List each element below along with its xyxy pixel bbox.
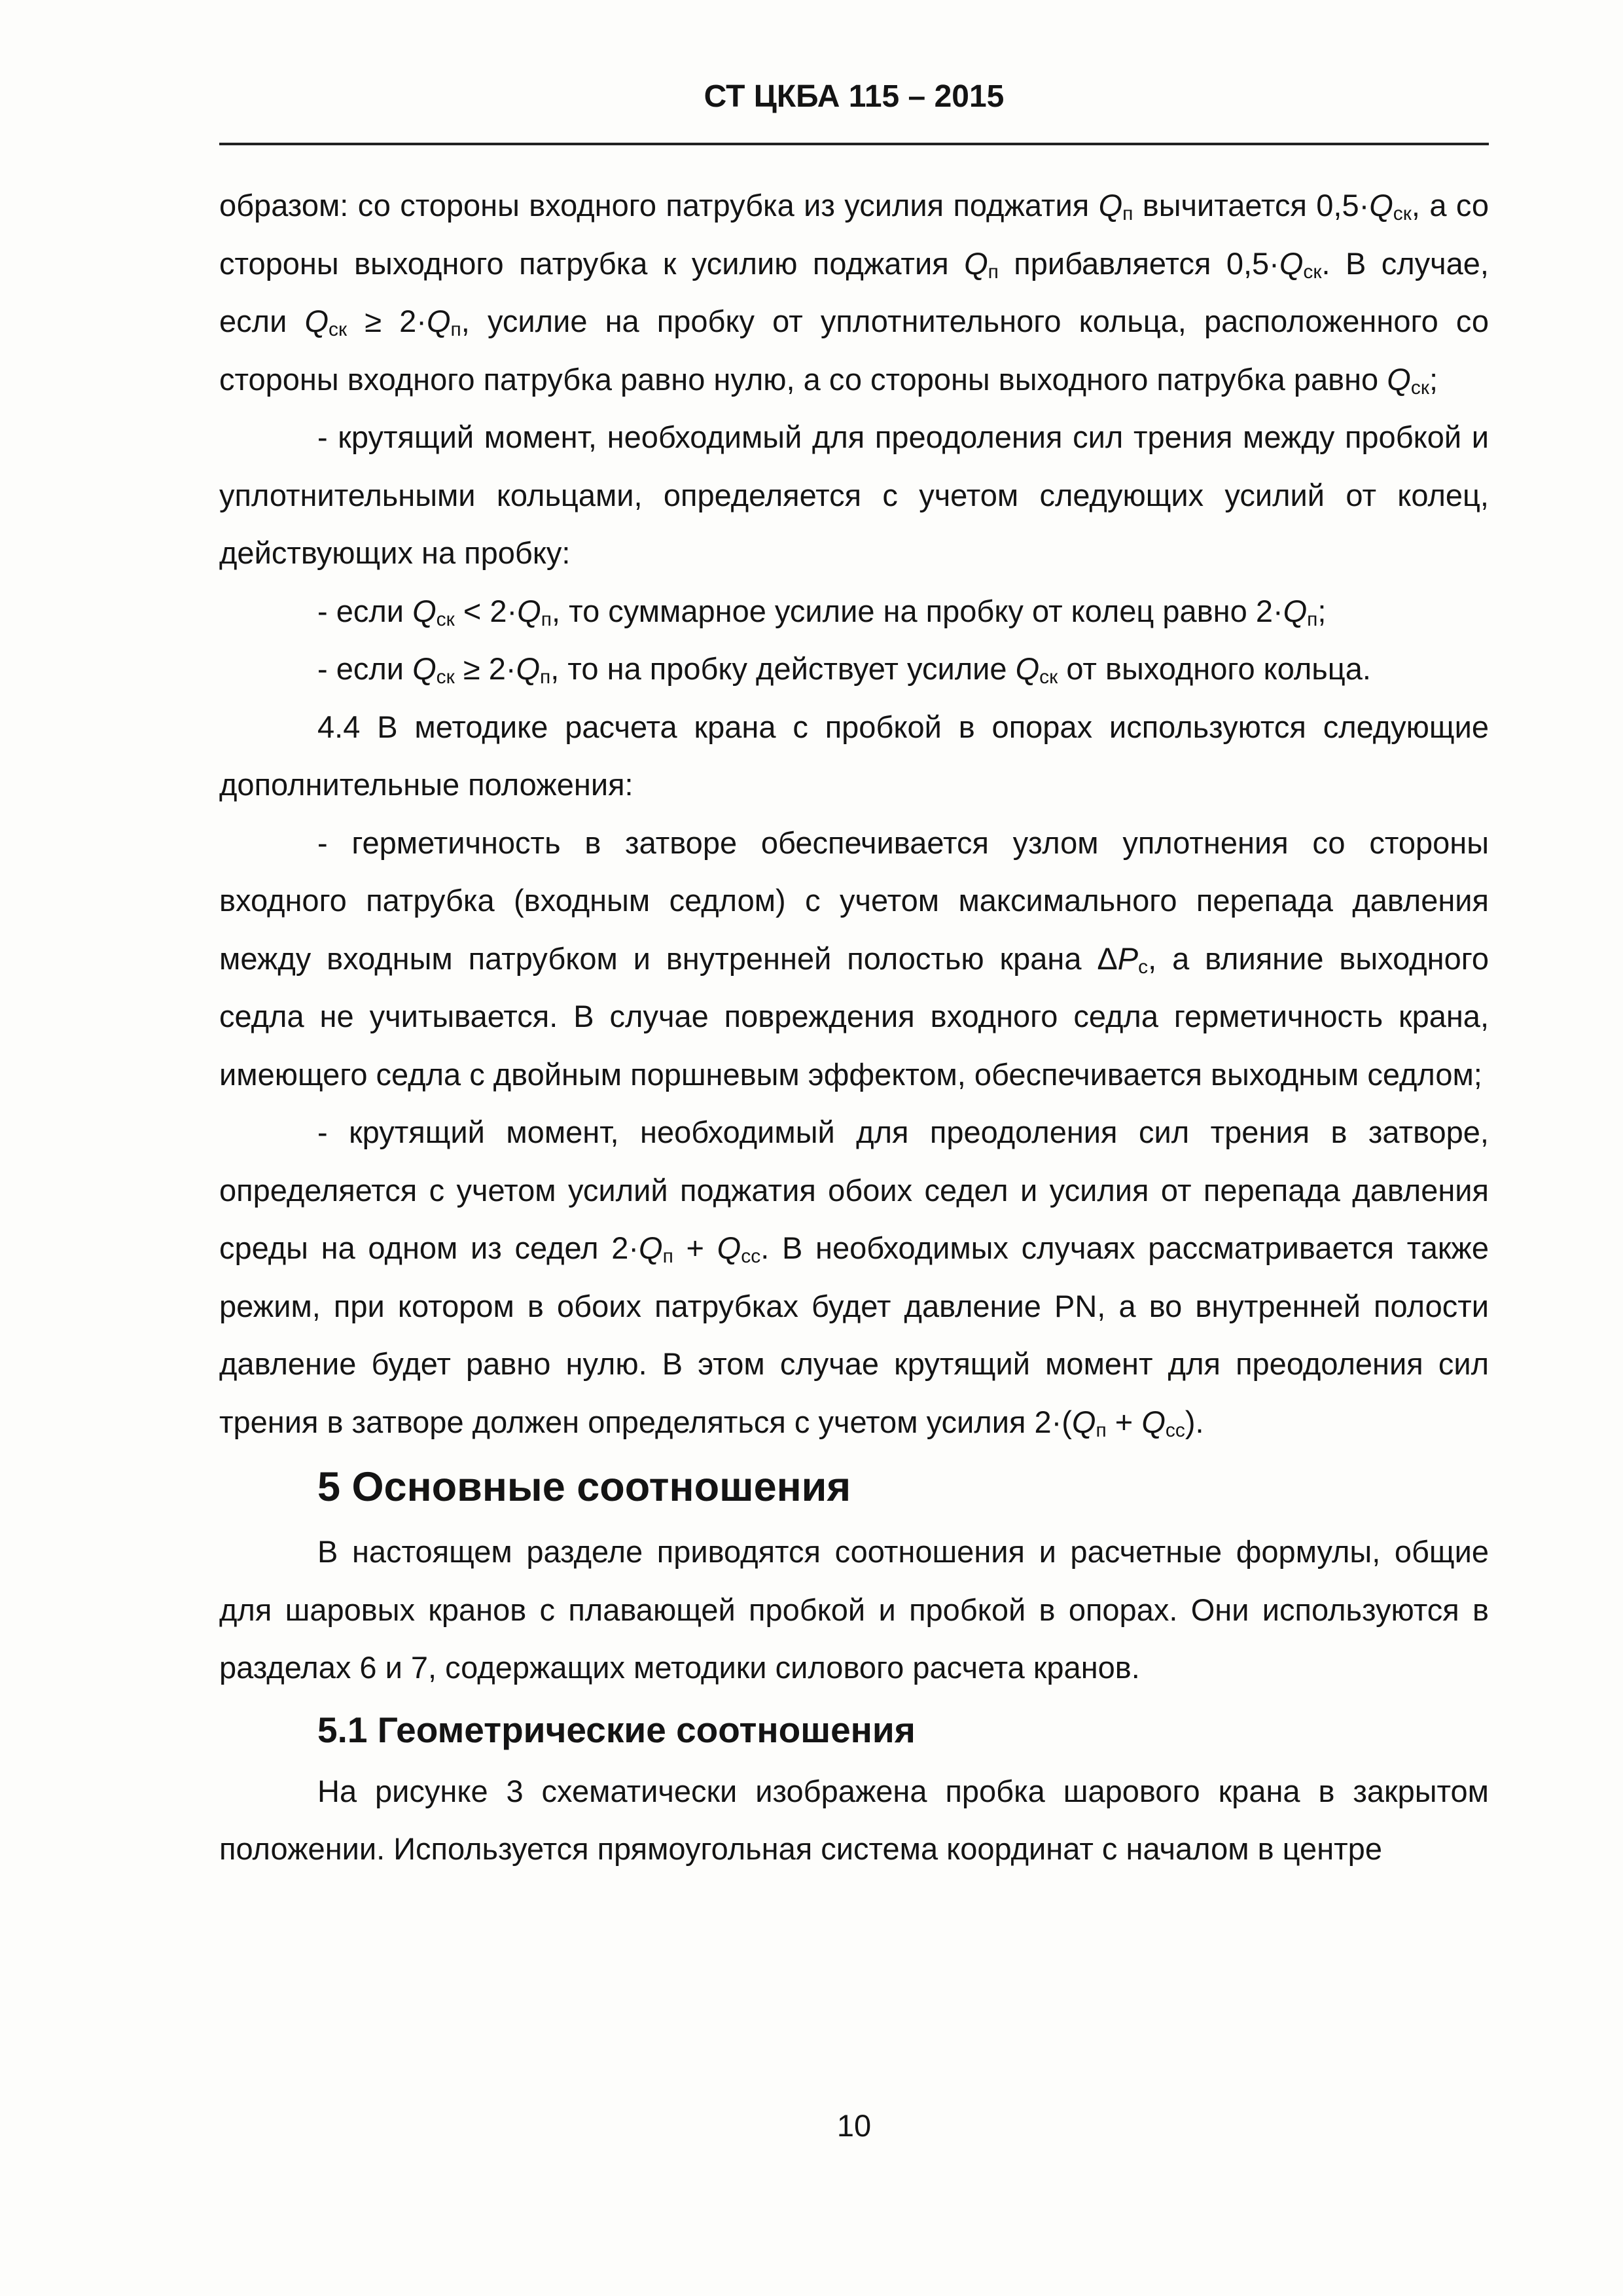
symbol-q: Q xyxy=(1283,593,1308,628)
symbol-q: Q xyxy=(1387,361,1411,397)
paragraph-continuation: образом: со стороны входного патрубка из усилия поджатия $Q_п$ вычитается $0,5\cdot Q_{ск}$, а со стороны выходного патрубка к усилию поджатия $Q_п$ прибавляется $0,5\cdot Q_{ск}$. В случае, если $Q_{ск} \ge 2\cdot Q_п$, усилие на пробку от уплотнительного кольца, расположенного со стороны входного патрубка равно нулю, а со стороны выходного патрубка равно $Q_{ск}$; xyxy=(219,188,1489,399)
subscript: п xyxy=(540,666,551,688)
section-5-1-heading: 5.1 Геометрические соотношения xyxy=(317,1709,916,1750)
symbol-q: Q xyxy=(1098,188,1123,223)
symbol-q: Q xyxy=(1279,245,1304,281)
list-item-condition-1: - если $Q_{ск} < 2\cdot Q_п$, то суммарное усилие на пробку от колец равно $2\cdot Q_п$; xyxy=(317,593,1327,630)
symbol-q: Q xyxy=(1071,1404,1096,1439)
list-item-torque: - крутящий момент, необходимый для преодоления сил трения между пробкой и уплотнительными кольцами, определяется с учетом следующих усилий от колец, действующих на пробку: xyxy=(219,420,1489,570)
subscript: сс xyxy=(741,1246,761,1267)
subscript: сс xyxy=(1165,1419,1185,1441)
symbol-q: Q xyxy=(426,304,451,338)
document-header: СТ ЦКБА 115 – 2015 xyxy=(704,79,1005,114)
subscript: ск xyxy=(436,666,455,688)
symbol-q: Q xyxy=(1015,651,1040,686)
subscript: п xyxy=(662,1246,673,1267)
symbol-delta: Δ xyxy=(1097,941,1118,976)
subscript: п xyxy=(1307,608,1318,630)
subscript: п xyxy=(541,608,552,630)
list-item-condition-2: - если $Q_{ск} \ge 2\cdot Q_п$, то на пробку действует усилие $Q_{ск}$ от выходного кольца. xyxy=(317,651,1371,688)
subscript: ск xyxy=(1393,203,1412,224)
page-number: 10 xyxy=(836,2108,872,2143)
section-5-paragraph: В настоящем разделе приводятся соотношения и расчетные формулы, общие для шаровых кранов с плавающей пробкой и пробкой в опорах. Они используются в разделах 6 и 7, содержащих методики силового расчета кранов. xyxy=(219,1534,1489,1685)
list-item-torque-seats: - крутящий момент, необходимый для преодоления сил трения в затворе, определяется с учетом усилий поджатия обоих седел и усилия от перепада давления среды на одном из седел $2\cdot Q_п + Q_{сс}$. В необходимых случаях рассматривается также режим, при котором в обоих патрубках будет давление PN, а во внутренней полости давление будет равно нулю. В этом случае крутящий момент для преодоления сил трения в затворе должен определяться с учетом усилия $2\cdot(Q_п + Q_{сс})$. xyxy=(219,1115,1489,1441)
symbol-q: Q xyxy=(304,304,329,338)
paragraph-4-4: 4.4 В методике расчета крана с пробкой в опорах используются следующие дополнительные положения: xyxy=(219,709,1489,802)
list-item-tightness: - герметичность в затворе обеспечивается узлом уплотнения со стороны входного патрубка (входным седлом) с учетом максимального перепада давления между входным патрубком и внутренней полостью крана $\Delta P_с$, а влияние выходного седла не учитывается. В случае повреждения входного седла герметичность крана, имеющего седла с двойным поршневым эффектом, обеспечивается выходным седлом; xyxy=(219,825,1489,1092)
symbol-q: Q xyxy=(1141,1404,1166,1439)
symbol-p: P xyxy=(1117,941,1139,976)
document-body xyxy=(219,177,1489,1878)
symbol-q: Q xyxy=(516,651,541,686)
header-divider xyxy=(219,143,1489,145)
subscript: п xyxy=(1096,1419,1107,1441)
subscript: ск xyxy=(1303,260,1322,283)
symbol-q: Q xyxy=(517,593,541,628)
symbol-q: Q xyxy=(964,245,988,281)
symbol-q: Q xyxy=(1369,188,1393,223)
subscript: п xyxy=(1122,203,1133,224)
symbol-q: Q xyxy=(412,651,437,686)
subscript: ск xyxy=(436,608,455,630)
symbol-q: Q xyxy=(717,1230,741,1265)
section-5-1-paragraph: На рисунке 3 схематически изображена пробка шарового крана в закрытом положении. Используется прямоугольная система координат с началом в центре xyxy=(219,1773,1489,1866)
subscript: с xyxy=(1138,956,1149,978)
symbol-q: Q xyxy=(412,593,437,628)
subscript: п xyxy=(988,260,999,283)
symbol-q: Q xyxy=(639,1230,663,1265)
subscript: ск xyxy=(1410,376,1429,399)
subscript: ск xyxy=(1039,666,1058,688)
subscript: ск xyxy=(329,319,348,340)
section-5-heading: 5 Основные соотношения xyxy=(317,1464,851,1510)
subscript: п xyxy=(450,319,461,340)
